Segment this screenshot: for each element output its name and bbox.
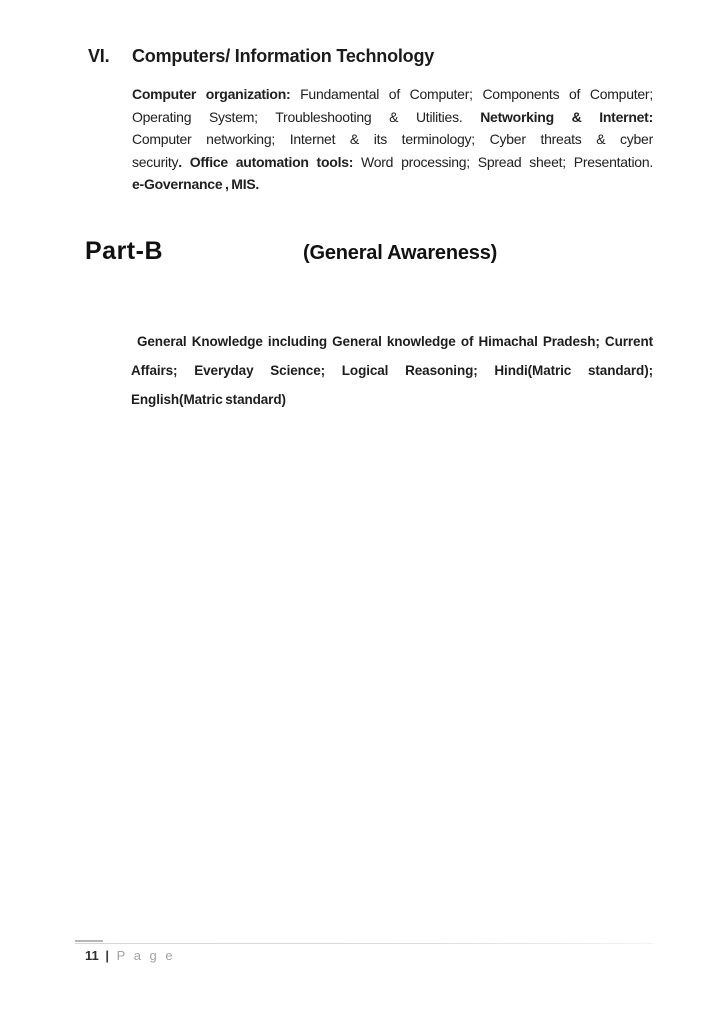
computer-organization-paragraph: [132, 83, 653, 196]
section-number: VI.: [88, 46, 110, 66]
footer-separator: |: [105, 948, 110, 963]
footer-rule-accent: [75, 940, 103, 942]
page-label: P a g e: [116, 948, 176, 963]
text-line: security. Office automation tools: Word processing; Spread sheet; Presentation.: [132, 153, 653, 170]
text-line: Operating System; Troubleshooting & Utilities. Networking & Internet:: [132, 108, 653, 125]
part-b-heading: [85, 237, 497, 266]
text-line: Affairs; Everyday Science; Logical Reasoning; Hindi(Matric standard);: [131, 363, 653, 378]
text-line: General Knowledge including General knowledge of Himachal Pradesh; Current: [137, 334, 653, 349]
part-b-subtitle: (General Awareness): [303, 242, 498, 264]
section-title: Computers/ Information Technology: [132, 46, 435, 66]
text-line: Computer networking; Internet & its terminology; Cyber threats & cyber: [132, 131, 653, 147]
text-line: Computer organization: Fundamental of Computer; Components of Computer;: [132, 86, 653, 102]
general-awareness-paragraph: [131, 327, 653, 414]
part-b-label: Part-B: [85, 237, 164, 265]
footer-rule: [75, 943, 653, 944]
page-number: 11: [85, 948, 99, 963]
page-footer: [85, 948, 175, 964]
text-line: English(Matric standard): [131, 392, 286, 407]
section-heading: [88, 45, 434, 67]
text-line: e-Governance , MIS.: [132, 176, 260, 192]
